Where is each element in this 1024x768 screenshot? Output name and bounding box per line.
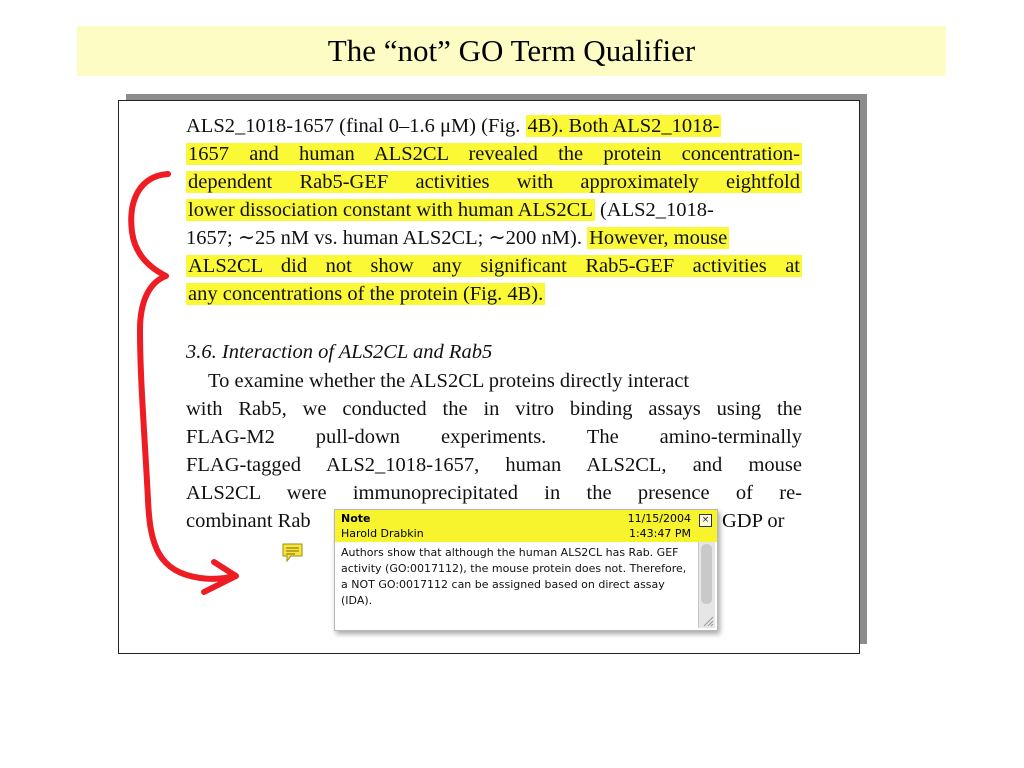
text-line: FLAG-M2 pull-down experiments. The amino-terminally bbox=[186, 426, 802, 448]
note-header[interactable] bbox=[335, 510, 717, 542]
text-line: GDP or bbox=[722, 510, 785, 532]
text-span: (ALS2_1018- bbox=[594, 199, 714, 221]
note-title: Note bbox=[341, 512, 371, 525]
text-line: ALS2CL were immunoprecipitated in the presence of re- bbox=[186, 482, 802, 504]
resize-grip-icon[interactable] bbox=[702, 615, 714, 627]
highlighted-text[interactable]: However, mouse bbox=[589, 227, 728, 249]
note-time: 1:43:47 PM bbox=[628, 527, 691, 540]
close-icon[interactable]: × bbox=[699, 514, 712, 527]
highlighted-text[interactable]: any concentrations of the protein (Fig. 4B). bbox=[188, 283, 544, 305]
text-span: 1657; ∼25 nM vs. human ALS2CL; ∼200 nM). bbox=[186, 227, 588, 249]
section-heading: 3.6. Interaction of ALS2CL and Rab5 bbox=[186, 341, 493, 363]
text-line: combinant Rab bbox=[186, 510, 311, 532]
note-body-text[interactable]: Authors show that although the human ALS2CL has Rab. GEF activity (GO:0017112), the mouse protein does not. Therefore, a NOT GO:0017112 can be assigned based on direct assay (IDA). bbox=[341, 546, 687, 607]
text-line: To examine whether the ALS2CL proteins directly interact bbox=[208, 370, 690, 392]
highlighted-text[interactable]: 4B). Both ALS2_1018- bbox=[527, 115, 720, 137]
text-line: with Rab5, we conducted the in vitro binding assays using the bbox=[186, 398, 802, 420]
text-span: ALS2_1018-1657 (final 0–1.6 μM) (Fig. bbox=[186, 115, 526, 137]
slide-title: The “not” GO Term Qualifier bbox=[327, 33, 696, 68]
note-date: 11/15/2004 bbox=[627, 512, 691, 525]
scrollbar-thumb[interactable] bbox=[701, 544, 712, 604]
text-line: FLAG-tagged ALS2_1018-1657, human ALS2CL, and mouse bbox=[186, 454, 802, 476]
highlighted-text[interactable]: dependent Rab5-GEF activities with approximately eightfold bbox=[188, 171, 800, 193]
note-popup[interactable] bbox=[334, 509, 718, 631]
highlighted-text[interactable]: ALS2CL did not show any significant Rab5-GEF activities at bbox=[188, 255, 800, 277]
highlighted-text[interactable]: lower dissociation constant with human ALS2CL bbox=[188, 199, 593, 221]
note-author: Harold Drabkin bbox=[341, 527, 424, 540]
bracket-arrow-path bbox=[131, 174, 234, 579]
highlighted-text[interactable]: 1657 and human ALS2CL revealed the protein concentration- bbox=[188, 143, 800, 165]
speech-bubble-icon[interactable] bbox=[282, 543, 303, 562]
